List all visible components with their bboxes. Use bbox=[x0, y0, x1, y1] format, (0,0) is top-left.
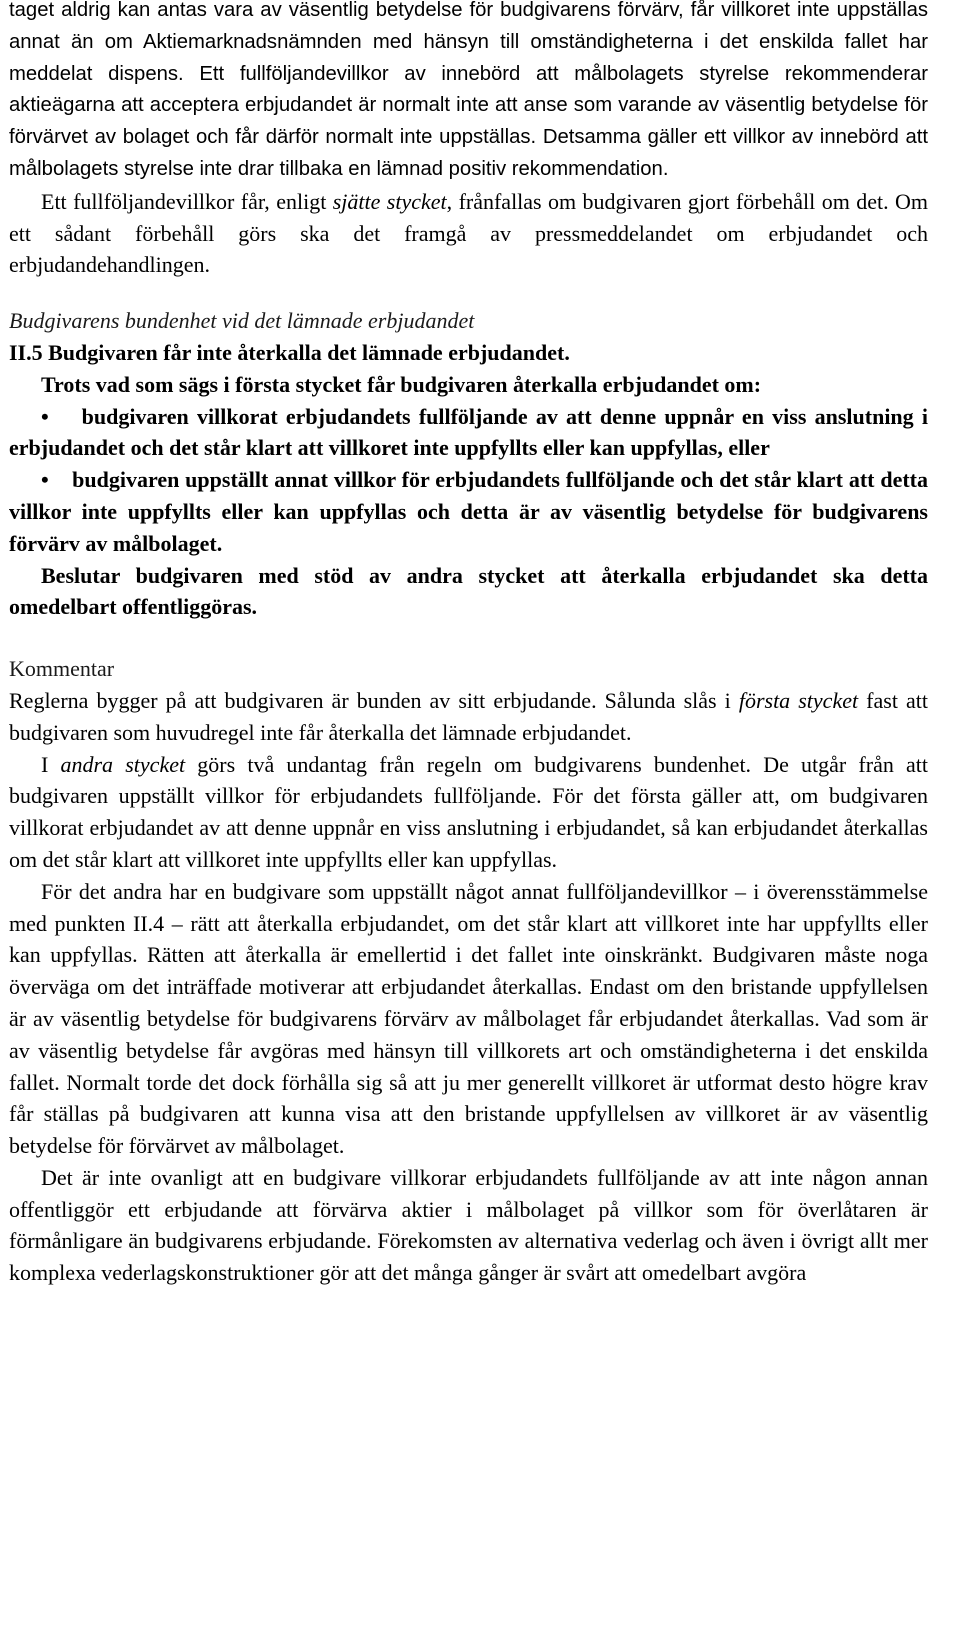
rule-title: II.5 Budgivaren får inte återkalla det lämnade erbjudandet. bbox=[9, 339, 570, 365]
commentary-p2-text-a: I bbox=[41, 751, 61, 777]
paragraph-conditions-text: taget aldrig kan antas vara av väsentlig betydelse för budgivarens förvärv, får villkoret inte uppställas annat än om Aktiemarknadsnämnden med hänsyn till omständigheterna i det enskilda fallet har meddelat dispens. Ett fullföljandevillkor av innebörd att målbolagets styrelse rekommenderar aktieägarna att acceptera erbjudandet är normalt inte att anse som varande av väsentlig betydelse för förvärvet av bolaget och får därför normalt inte uppställas. Detsamma gäller ett villkor av innebörd att målbolagets styrelse inte drar tillbaka en lämnad positiv rekommendation. bbox=[9, 0, 928, 180]
commentary-p1-text-b: fast att budgivaren som huvudregel inte får återkalla det lämnade erbjudandet. bbox=[9, 687, 928, 745]
paragraph-waiver-text-a: Ett fullföljandevillkor får, enligt bbox=[41, 188, 333, 214]
commentary-heading: Kommentar bbox=[9, 656, 115, 682]
commentary-p2-italic: andra stycket bbox=[60, 751, 186, 777]
rule-bullet-2-text: budgivaren uppställt annat villkor för erbjudandets fullföljande och det står klart att detta villkor inte uppfyllts eller kan uppfyllas och detta är av väsentlig betydelse för budgivarens förvärv av målbolaget. bbox=[9, 467, 928, 556]
rule-closing: Beslutar budgivaren med stöd av andra stycket att återkalla erbjudandet ska detta omedelbart offentliggöras. bbox=[9, 562, 928, 620]
rule-intro: Trots vad som sägs i första stycket får budgivaren återkalla erbjudandet om: bbox=[41, 371, 762, 397]
rule-bullet-1-text: budgivaren villkorat erbjudandets fullföljande av att denne uppnår en viss anslutning i erbjudandet och det står klart att villkoret inte uppfyllts eller kan uppfyllas, eller bbox=[9, 403, 929, 461]
commentary-paragraph-2 bbox=[9, 749, 928, 876]
bullet-icon: • bbox=[41, 403, 49, 429]
rule-subheading: Budgivarens bundenhet vid det lämnade erbjudandet bbox=[9, 308, 475, 334]
paragraph-waiver bbox=[9, 186, 928, 281]
commentary-p2-text-b: görs två undantag från regeln om budgivarens bundenhet. De utgår från att budgivaren uppställt villkor för erbjudandets fullföljande. För det första gäller att, om budgivaren villkorat erbjudandet av att denne uppnår en viss anslutning i erbjudandet, så kan erbjudandet återkallas om det står klart att villkoret inte uppfyllts eller kan uppfyllas. bbox=[9, 751, 929, 872]
commentary-paragraph-1 bbox=[9, 685, 928, 749]
bullet-icon: • bbox=[41, 467, 49, 493]
commentary-paragraph-4: Det är inte ovanligt att en budgivare villkorar erbjudandets fullföljande av att inte någon annan offentliggör ett erbjudande att förvärva aktier i målbolaget på villkor som för överlåtaren är förmånligare än budgivarens erbjudande. Förekomsten av alternativa vederlag och även i övrigt allt mer komplexa vederlagskonstruktioner gör att det många gånger är svårt att omedelbart avgöra bbox=[9, 1164, 928, 1286]
paragraph-conditions bbox=[9, 0, 928, 186]
commentary-paragraph-3: För det andra har en budgivare som uppställt något annat fullföljandevillkor – i överensstämmelse med punkten II.4 – rätt att återkalla erbjudandet, om det står klart att villkoret inte har uppfyllts eller kan uppfyllas. Rätten att återkalla är emellertid i det fallet inte oinskränkt. Budgivaren måste noga överväga om det inträffade motiverar att erbjudandet återkallas. Endast om den bristande uppfyllelsen är av väsentlig betydelse för budgivarens förvärv av målbolaget får erbjudandet återkallas. Vad som är av väsentlig betydelse får avgöras med hänsyn till villkorets art och omständigheterna i det enskilda fallet. Normalt torde det dock förhålla sig så att ju mer generellt villkoret är utformat desto högre krav får ställas på budgivaren att kunna visa att den bristande uppfyllelsen av villkoret är av väsentlig betydelse för förvärvet av målbolaget. bbox=[9, 878, 928, 1159]
paragraph-waiver-text-b: , frånfallas om budgivaren gjort förbehåll om det. Om ett sådant förbehåll görs ska det framgå av pressmeddelandet om erbjudandet och erbjudandehandlingen. bbox=[9, 188, 928, 278]
commentary-p1-text-a: Reglerna bygger på att budgivaren är bunden av sitt erbjudande. Sålunda slås i bbox=[9, 687, 739, 713]
paragraph-waiver-italic: sjätte stycket bbox=[332, 188, 447, 214]
rule-bullet-1 bbox=[9, 401, 928, 465]
rule-bullet-2 bbox=[9, 464, 928, 559]
commentary-p1-italic: första stycket bbox=[738, 687, 859, 713]
